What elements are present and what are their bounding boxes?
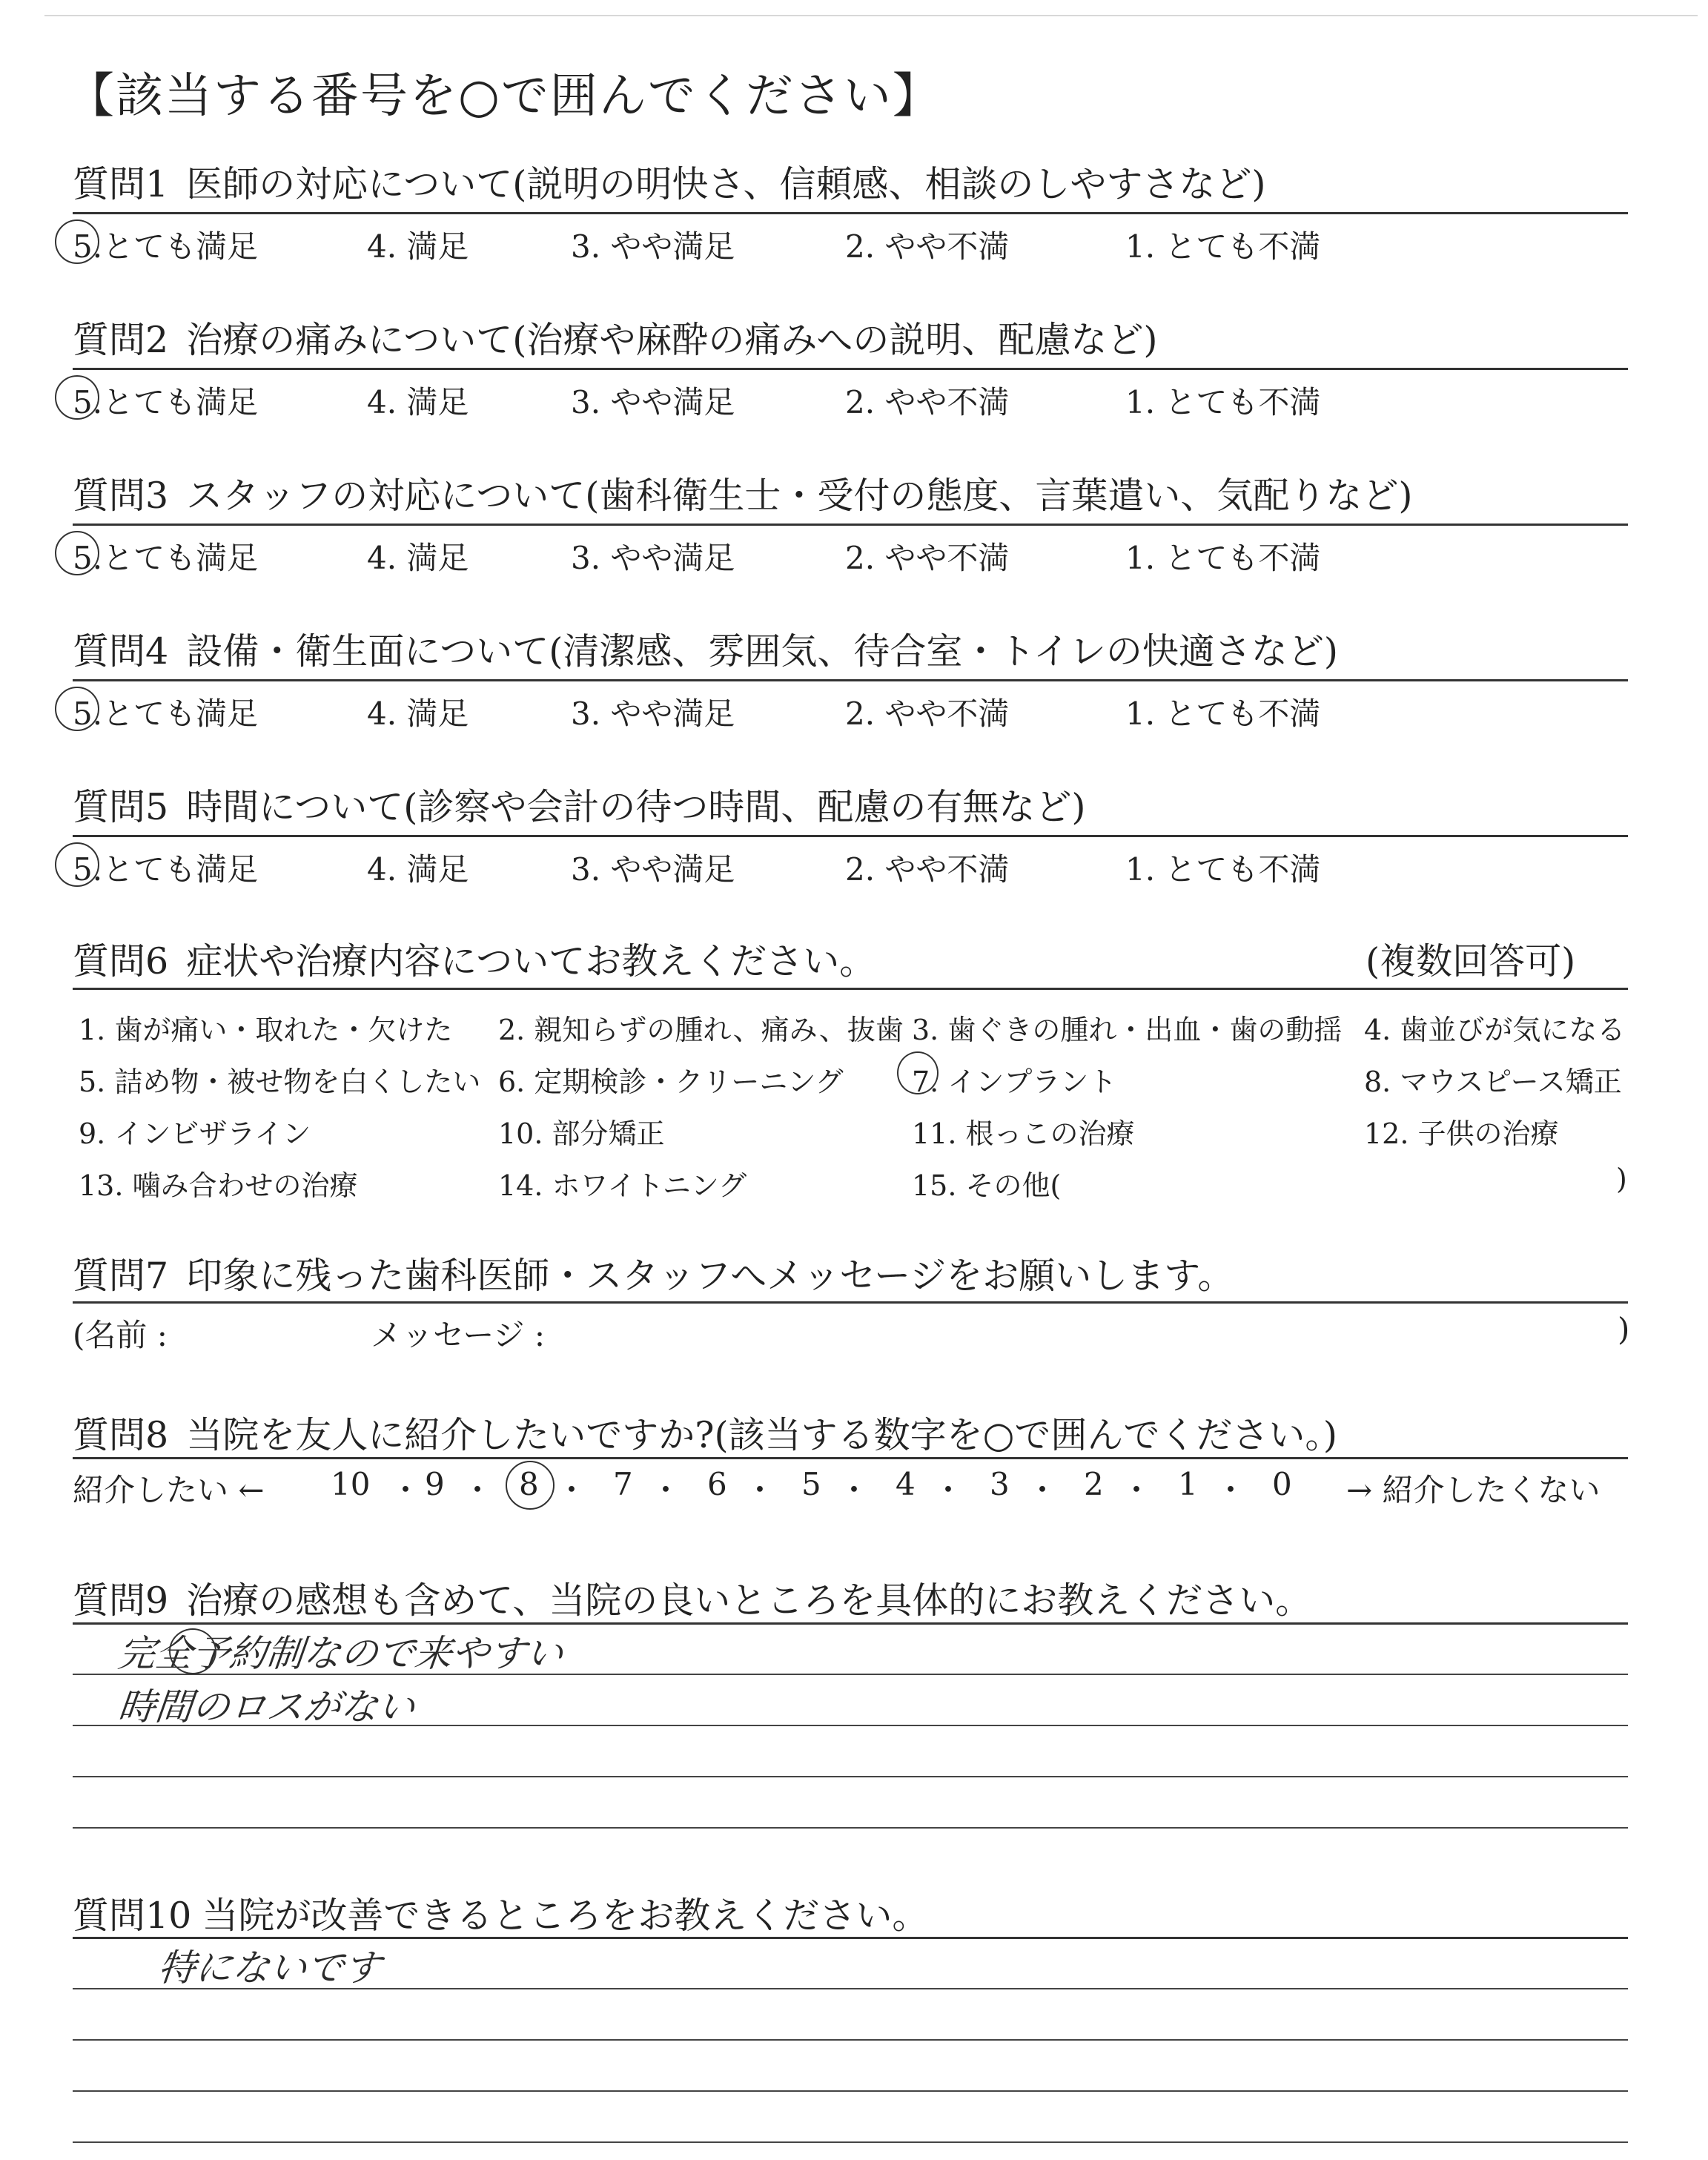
scale-value-7[interactable]: 7 xyxy=(613,1466,633,1502)
scale-separator-dot: ・ xyxy=(462,1472,494,1508)
writing-line xyxy=(73,2039,1628,2041)
scale-separator-dot: ・ xyxy=(1215,1472,1247,1508)
question-7 xyxy=(73,1247,1234,1299)
selected-circle-mark xyxy=(506,1461,555,1510)
question-number: 質問4 xyxy=(73,630,169,673)
scale-value-4[interactable]: 4 xyxy=(896,1466,916,1502)
name-label: (名前 : xyxy=(73,1317,168,1353)
question-7-rule xyxy=(73,1301,1628,1304)
rating-option-5[interactable]: 5.とても満足 xyxy=(73,384,259,420)
selected-circle-mark xyxy=(55,687,99,731)
question-text: 印象に残った歯科医師・スタッフへメッセージをお願いします。 xyxy=(186,1255,1234,1297)
question-8 xyxy=(73,1407,1337,1459)
scale-separator-dot: ・ xyxy=(744,1472,776,1508)
q6-choice-10[interactable]: 10. 部分矯正 xyxy=(498,1117,665,1150)
writing-line xyxy=(73,2090,1628,2092)
question-1 xyxy=(73,156,1265,208)
scale-value-6[interactable]: 6 xyxy=(707,1466,727,1502)
rating-option-2[interactable]: 2. やや不満 xyxy=(845,384,1010,420)
rating-option-3[interactable]: 3. やや満足 xyxy=(571,851,735,888)
rating-option-5[interactable]: 5.とても満足 xyxy=(73,540,259,576)
question-rule xyxy=(73,368,1628,370)
scale-separator-dot: ・ xyxy=(1027,1472,1059,1508)
question-number: 質問1 xyxy=(73,163,169,205)
question-text: 当院を友人に紹介したいですか?(該当する数字を○で囲んでください。) xyxy=(186,1414,1337,1456)
question-rule xyxy=(73,835,1628,837)
rating-option-4[interactable]: 4. 満足 xyxy=(367,851,469,888)
rating-option-3[interactable]: 3. やや満足 xyxy=(571,384,735,420)
rating-option-3[interactable]: 3. やや満足 xyxy=(571,540,735,576)
scale-separator-dot: ・ xyxy=(1121,1472,1153,1508)
scale-separator-dot: ・ xyxy=(556,1472,588,1508)
question-2 xyxy=(73,311,1157,363)
rating-option-2[interactable]: 2. やや不満 xyxy=(845,696,1010,732)
selected-circle-mark xyxy=(55,531,99,575)
question-number: 質問9 xyxy=(73,1579,169,1622)
rating-option-2[interactable]: 2. やや不満 xyxy=(845,228,1010,265)
q6-choice-15[interactable]: 15. その他( xyxy=(912,1169,1062,1202)
rating-option-2[interactable]: 2. やや不満 xyxy=(845,851,1010,888)
scale-value-5[interactable]: 5 xyxy=(801,1466,821,1502)
rating-option-2[interactable]: 2. やや不満 xyxy=(845,540,1010,576)
rating-option-1[interactable]: 1. とても不満 xyxy=(1125,384,1321,420)
q6-choice-12[interactable]: 12. 子供の治療 xyxy=(1364,1117,1559,1150)
page-title: 【該当する番号を○で囲んでください】 xyxy=(67,69,941,124)
question-8-rule xyxy=(73,1457,1628,1459)
recommend-label[interactable]: 紹介したい ← xyxy=(73,1472,265,1508)
question-number: 質問7 xyxy=(73,1255,169,1297)
q6-choice-9[interactable]: 9. インビザライン xyxy=(79,1117,311,1150)
question-number: 質問3 xyxy=(73,475,169,517)
rating-option-1[interactable]: 1. とても不満 xyxy=(1125,540,1321,576)
selected-circle-mark xyxy=(55,219,99,264)
question-text: 当院が改善できるところをお教えください。 xyxy=(202,1895,929,1937)
question-text: 症状や治療内容についてお教えください。 xyxy=(186,940,876,982)
rating-option-4[interactable]: 4. 満足 xyxy=(367,696,469,732)
rating-option-4[interactable]: 4. 満足 xyxy=(367,384,469,420)
rating-option-3[interactable]: 3. やや満足 xyxy=(571,228,735,265)
question-rule xyxy=(73,524,1628,526)
question-number: 質問10 xyxy=(73,1895,192,1937)
scale-value-0[interactable]: 0 xyxy=(1272,1466,1292,1502)
rating-option-4[interactable]: 4. 満足 xyxy=(367,540,469,576)
not-recommend-label[interactable]: → 紹介したくない xyxy=(1346,1472,1601,1508)
writing-line xyxy=(73,1776,1628,1777)
writing-line xyxy=(73,2141,1628,2143)
message-label: メッセージ : xyxy=(371,1317,545,1353)
rating-option-5[interactable]: 5.とても満足 xyxy=(73,851,259,888)
question-6-rule xyxy=(73,988,1628,990)
question-9 xyxy=(73,1572,1311,1624)
scale-value-3[interactable]: 3 xyxy=(990,1466,1010,1502)
question-10 xyxy=(73,1887,928,1939)
rating-option-1[interactable]: 1. とても不満 xyxy=(1125,228,1321,265)
question-number: 質問5 xyxy=(73,786,169,828)
q6-choice-3[interactable]: 3. 歯ぐきの腫れ・出血・歯の動揺 xyxy=(912,1014,1343,1046)
top-border xyxy=(44,15,1698,16)
handwritten-answer-line: 特にないです xyxy=(156,1946,383,1989)
q6-choice-4[interactable]: 4. 歯並びが気になる xyxy=(1364,1014,1626,1046)
question-rule xyxy=(73,212,1628,214)
question-4 xyxy=(73,623,1338,675)
q6-choice-7[interactable]: 7. インプラント xyxy=(912,1066,1117,1098)
multiple-answer-note: (複数回答可) xyxy=(1366,940,1576,982)
rating-option-4[interactable]: 4. 満足 xyxy=(367,228,469,265)
rating-option-3[interactable]: 3. やや満足 xyxy=(571,696,735,732)
scale-value-10[interactable]: 10 xyxy=(331,1466,371,1502)
scale-separator-dot: ・ xyxy=(933,1472,964,1508)
question-text: 時間について(診察や会計の待つ時間、配慮の有無など) xyxy=(186,786,1086,828)
question-number: 質問8 xyxy=(73,1414,169,1456)
scale-value-9[interactable]: 9 xyxy=(425,1466,445,1502)
question-number: 質問6 xyxy=(73,940,169,982)
question-text: 設備・衛生面について(清潔感、雰囲気、待合室・トイレの快適さなど) xyxy=(186,630,1338,673)
scale-value-8[interactable]: 8 xyxy=(519,1466,539,1502)
q6-choice-8[interactable]: 8. マウスピース矯正 xyxy=(1364,1066,1622,1098)
rating-option-1[interactable]: 1. とても不満 xyxy=(1125,696,1321,732)
rating-option-1[interactable]: 1. とても不満 xyxy=(1125,851,1321,888)
question-text: 治療の痛みについて(治療や麻酔の痛みへの説明、配慮など) xyxy=(186,319,1158,361)
scale-value-1[interactable]: 1 xyxy=(1178,1466,1198,1502)
question-text: 医師の対応について(説明の明快さ、信頼感、相談のしやすさなど) xyxy=(186,163,1266,205)
selected-circle-mark xyxy=(55,842,99,887)
selected-circle-mark xyxy=(897,1051,939,1094)
handwritten-answer-line: 時間のロスがない xyxy=(116,1685,417,1728)
q6-choice-2[interactable]: 2. 親知らずの腫れ、痛み、抜歯 xyxy=(498,1014,904,1046)
message-close-paren: ) xyxy=(1618,1311,1630,1347)
question-text: スタッフの対応について(歯科衛生士・受付の態度、言葉遣い、気配りなど) xyxy=(186,475,1413,517)
question-number: 質問2 xyxy=(73,319,169,361)
question-rule xyxy=(73,679,1628,681)
rating-option-5[interactable]: 5.とても満足 xyxy=(73,228,259,265)
scale-value-2[interactable]: 2 xyxy=(1084,1466,1104,1502)
q6-choice-13[interactable]: 13. 噛み合わせの治療 xyxy=(79,1169,358,1202)
q6-other-close-paren: ) xyxy=(1616,1163,1627,1195)
q6-choice-11[interactable]: 11. 根っこの治療 xyxy=(912,1117,1135,1150)
handwritten-answer-line: 完全予約制なので来やすい xyxy=(116,1632,566,1675)
handwritten-circle-mark xyxy=(169,1628,216,1674)
scale-separator-dot: ・ xyxy=(838,1472,870,1508)
question-5 xyxy=(73,779,1085,830)
q6-choice-1[interactable]: 1. 歯が痛い・取れた・欠けた xyxy=(79,1014,453,1046)
question-6 xyxy=(73,933,875,985)
scale-separator-dot: ・ xyxy=(650,1472,682,1508)
rating-option-5[interactable]: 5.とても満足 xyxy=(73,696,259,732)
question-3 xyxy=(73,467,1412,519)
scale-separator-dot: ・ xyxy=(390,1472,422,1508)
question-text: 治療の感想も含めて、当院の良いところを具体的にお教えください。 xyxy=(186,1579,1312,1622)
q6-choice-14[interactable]: 14. ホワイトニング xyxy=(498,1169,747,1202)
selected-circle-mark xyxy=(55,375,99,420)
writing-line xyxy=(73,1827,1628,1829)
q6-choice-6[interactable]: 6. 定期検診・クリーニング xyxy=(498,1066,844,1098)
q6-choice-5[interactable]: 5. 詰め物・被せ物を白くしたい xyxy=(79,1066,481,1098)
